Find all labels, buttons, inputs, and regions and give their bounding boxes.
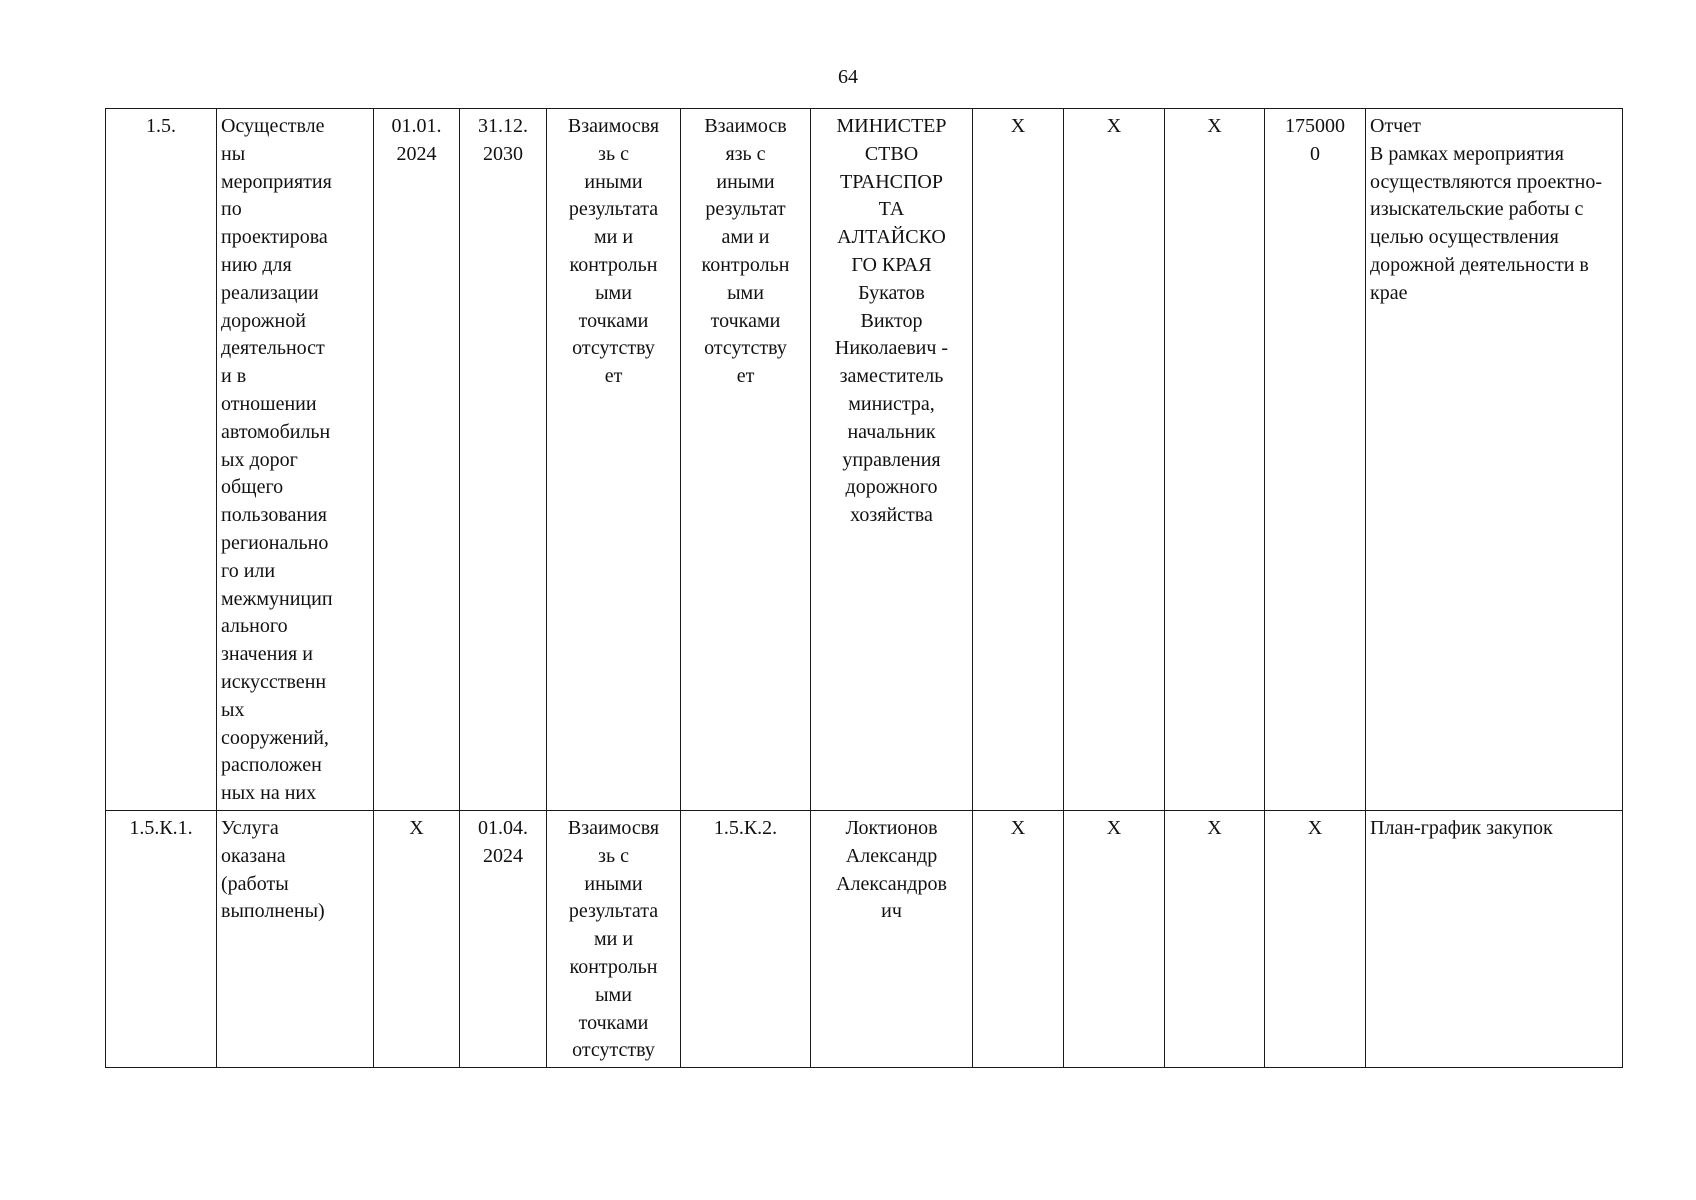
cell-line: ых дорог (221, 448, 298, 471)
cell-line: 31.12. (478, 115, 528, 137)
cell-successor (681, 810, 811, 1067)
cell-line: ТРАНСПОР (839, 170, 944, 193)
document-title: План-график закупок (1370, 816, 1553, 839)
cell-line: отношении (221, 392, 317, 415)
cell-col9: X (1064, 109, 1165, 811)
cell-line: 2030 (483, 142, 523, 165)
cell-line: ыми (595, 983, 632, 1006)
cell-line: СТВО (864, 142, 919, 165)
cell-line: 01.04. (478, 816, 528, 839)
cell-line: реализации (221, 281, 319, 304)
cell-line: контрольн (701, 253, 790, 276)
cell-line: точками (710, 309, 781, 332)
page-number: 64 (838, 66, 858, 88)
cell-line: результата (568, 198, 659, 221)
table-row (106, 109, 1623, 811)
cell-line: выполнены) (221, 900, 325, 923)
cell-line: 1.5.К.2. (713, 816, 778, 839)
cell-line: управления (842, 448, 941, 471)
cell-line: дорожного (845, 476, 938, 499)
cell-line: Взаимосв (704, 115, 787, 137)
cell-line: дорожной (221, 309, 306, 332)
cell-line: хозяйства (850, 504, 933, 527)
cell-col8: X (973, 810, 1064, 1067)
cell-line: Николаевич - (834, 337, 949, 360)
cell-predecessor (547, 810, 681, 1067)
cell-line: результат (705, 198, 786, 221)
cell-line: результата (568, 900, 659, 923)
cell-line: ич (881, 900, 902, 923)
cell-line: регионально (221, 531, 329, 554)
cell-line: Александр (845, 844, 938, 867)
cell-line: (работы (221, 872, 289, 895)
cell-amount (1265, 109, 1366, 811)
cell-line: иными (584, 872, 643, 895)
cell-line: отсутству (572, 337, 655, 360)
document-title: Отчет (1370, 115, 1421, 137)
cell-line: контрольн (569, 955, 658, 978)
cell-line: деятельност (221, 337, 325, 360)
cell-line: нию для (221, 253, 292, 276)
cell-line: 2024 (483, 844, 523, 867)
cell-line: иными (584, 170, 643, 193)
cell-line: искусственн (221, 670, 327, 693)
cell-line: пользования (221, 504, 327, 527)
cell-line: МИНИСТЕР (836, 115, 947, 137)
cell-line: заместитель (839, 365, 944, 388)
cell-line: ТА (878, 198, 905, 221)
cell-line: расположен (221, 754, 322, 777)
cell-line: иными (716, 170, 775, 193)
cell-col10: X (1165, 109, 1265, 811)
cell-line: Услуга (221, 816, 279, 839)
cell-line: начальник (847, 420, 936, 443)
cell-line: ыми (727, 281, 764, 304)
cell-line: зь с (598, 844, 629, 867)
cell-line: общего (221, 476, 284, 499)
cell-line: мероприятия (221, 170, 332, 193)
document-note: В рамках мероприятия осуществляются проектно-изыскательские работы с целью осуществления дорожной деятельности в крае (1370, 142, 1602, 304)
cell-line: ыми (595, 281, 632, 304)
cell-predecessor (547, 109, 681, 811)
cell-line: значения и (221, 643, 313, 666)
cell-line: отсутству (704, 337, 787, 360)
cell-document (1366, 109, 1623, 811)
cell-line: и в (221, 365, 247, 388)
cell-line: проектирова (221, 226, 328, 249)
cell-number (106, 810, 217, 1067)
cell-line: ального (221, 615, 288, 638)
cell-line: X (409, 816, 424, 839)
cell-line: 1.5.К.1. (129, 816, 193, 839)
cell-line: 2024 (396, 142, 437, 165)
cell-line: ми и (593, 226, 634, 249)
cell-number (106, 109, 217, 811)
cell-line: ны (221, 142, 246, 165)
cell-line: Осуществле (221, 115, 325, 137)
cell-amount (1265, 810, 1366, 1067)
cell-col9: X (1064, 810, 1165, 1067)
cell-line: зь с (598, 142, 629, 165)
cell-line: межмуницип (221, 587, 333, 610)
cell-line: Букатов (858, 281, 925, 304)
cell-line: ами и (721, 226, 770, 249)
cell-line: ми и (593, 928, 634, 951)
cell-line: 0 (1310, 142, 1320, 165)
cell-line: отсутству (572, 1039, 655, 1062)
cell-line: ет (604, 365, 623, 388)
cell-line: 01.01. (391, 115, 442, 137)
cell-line: точками (578, 309, 649, 332)
table-row (106, 810, 1623, 1067)
cell-end-date (460, 109, 547, 811)
cell-line: точками (578, 1011, 649, 1034)
cell-line: ГО КРАЯ (851, 253, 932, 276)
cell-responsible (811, 810, 973, 1067)
cell-start-date (374, 109, 460, 811)
cell-line: контрольн (569, 253, 658, 276)
cell-line: 175000 (1285, 115, 1345, 137)
cell-end-date (460, 810, 547, 1067)
cell-line: оказана (221, 844, 286, 867)
cell-line: 1.5. (146, 115, 176, 137)
cell-line: ных на них (221, 782, 317, 805)
cell-successor (681, 109, 811, 811)
cell-col10: X (1165, 810, 1265, 1067)
cell-line: Локтионов (845, 816, 938, 839)
cell-line: Александров (836, 872, 947, 895)
cell-col8: X (973, 109, 1064, 811)
cell-line: по (221, 198, 242, 221)
cell-line: автомобильн (221, 420, 331, 443)
cell-name (217, 810, 374, 1067)
cell-responsible (811, 109, 973, 811)
cell-line: ых (221, 698, 245, 721)
cell-line: го или (221, 559, 276, 582)
cell-start-date (374, 810, 460, 1067)
cell-line: Взаимосвя (567, 115, 660, 137)
cell-name (217, 109, 374, 811)
cell-line: АЛТАЙСКО (837, 226, 946, 249)
cell-line: язь с (725, 142, 766, 165)
cell-line: сооружений, (221, 726, 329, 749)
plan-table (105, 108, 1623, 1068)
cell-line: X (1307, 816, 1323, 839)
cell-line: Виктор (860, 309, 923, 332)
cell-line: министра, (848, 392, 935, 415)
cell-document (1366, 810, 1623, 1067)
cell-line: ет (736, 365, 755, 388)
cell-line: Взаимосвя (567, 816, 660, 839)
